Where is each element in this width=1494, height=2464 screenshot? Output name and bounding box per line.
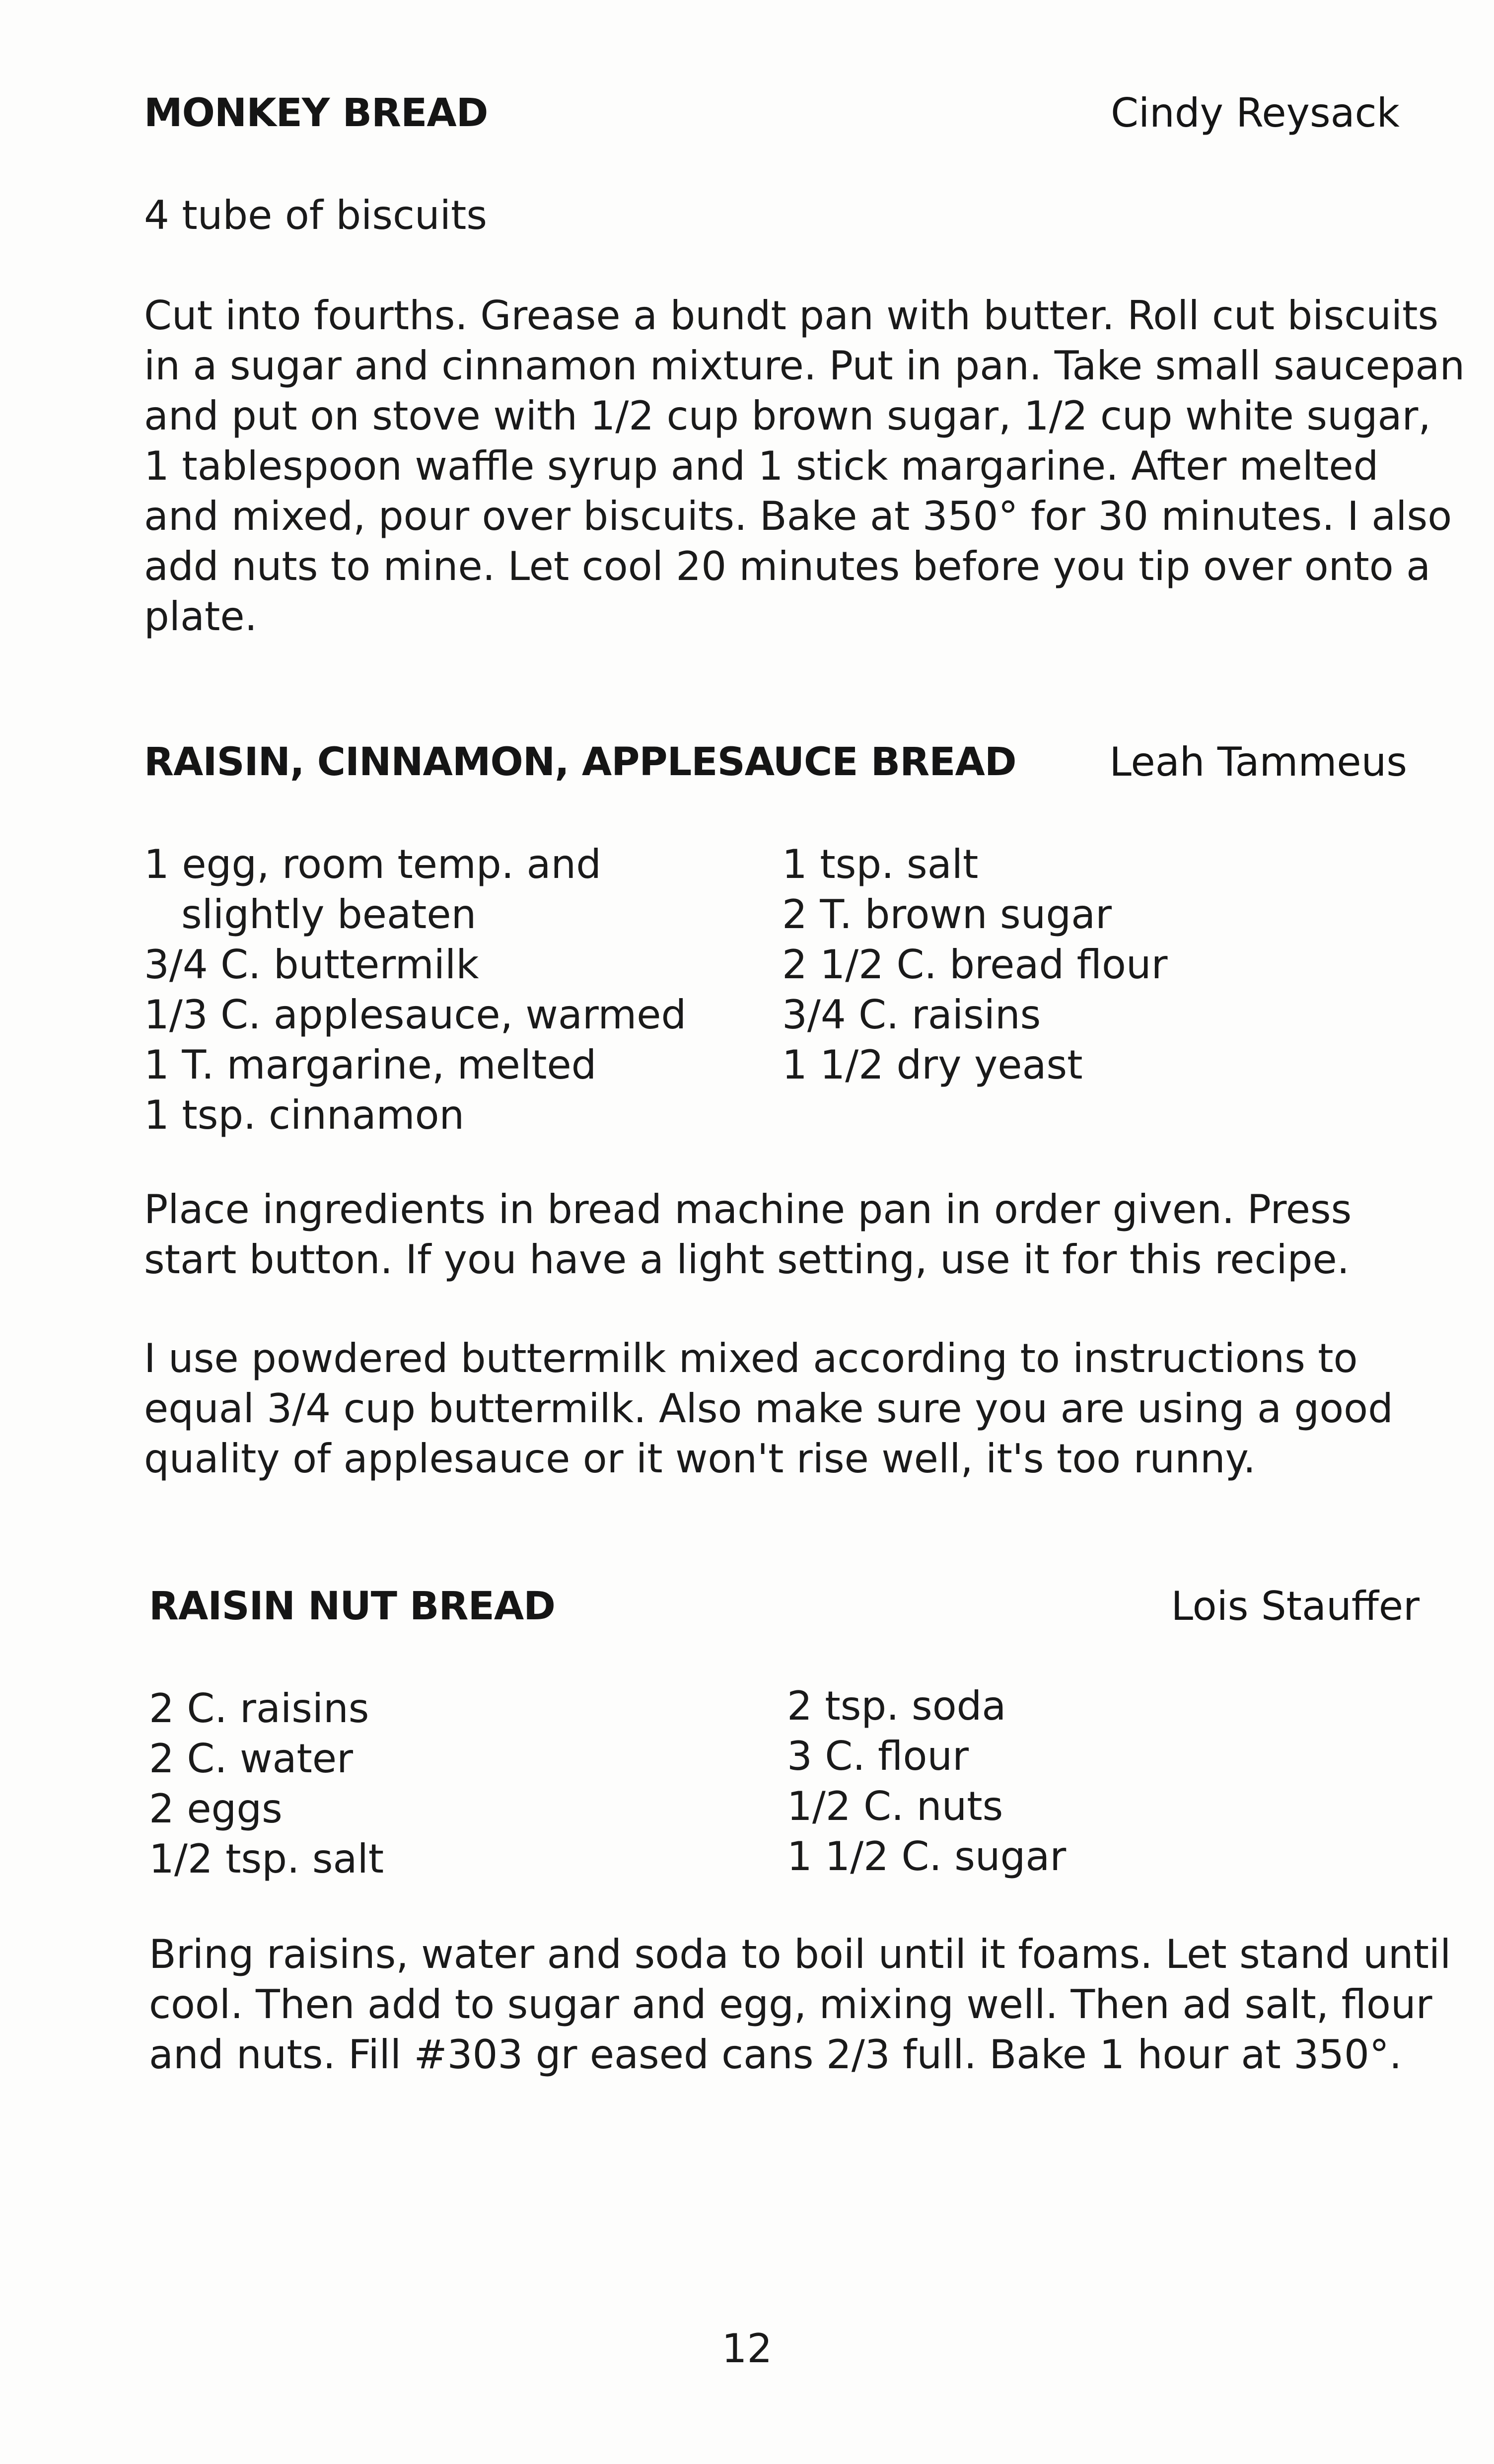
direction-line: and nuts. Fill #303 gr eased cans 2/3 full. Bake 1 hour at 350°. (149, 2031, 1402, 2078)
ingredient: 3/4 C. raisins (782, 992, 1041, 1038)
direction-line: plate. (144, 593, 258, 640)
ingredient: 2 1/2 C. bread flour (782, 942, 1168, 988)
ingredient-list (144, 190, 487, 240)
ingredient-list-right (782, 839, 1168, 1090)
directions (149, 1929, 1451, 2080)
recipe-author: Cindy Reysack (1111, 90, 1400, 136)
directions (144, 290, 1465, 642)
ingredient-list-left (149, 1683, 384, 1884)
recipe-author: Leah Tammeus (1109, 739, 1407, 785)
ingredient: 1 T. margarine, melted (144, 1042, 597, 1088)
ingredient: 2 C. raisins (149, 1685, 369, 1732)
direction-line: start button. If you have a light setting, use it for this recipe. (144, 1236, 1350, 1283)
ingredient: 2 C. water (149, 1736, 353, 1782)
direction-line: add nuts to mine. Let cool 20 minutes before you tip over onto a (144, 543, 1431, 589)
ingredient: 1 tsp. salt (782, 841, 979, 887)
recipe-title: MONKEY BREAD (144, 91, 488, 136)
recipe-author: Lois Stauffer (1171, 1583, 1420, 1629)
ingredient: 3 C. flour (787, 1733, 969, 1779)
page-number: 12 (721, 2325, 773, 2372)
recipe-title: RAISIN NUT BREAD (149, 1584, 555, 1629)
ingredient: 1 1/2 dry yeast (782, 1042, 1083, 1088)
direction-line: 1 tablespoon waffle syrup and 1 stick margarine. After melted (144, 443, 1379, 489)
ingredient: 1/2 tsp. salt (149, 1836, 384, 1882)
ingredient-list-right (787, 1681, 1066, 1882)
ingredient-list-left (144, 839, 686, 1140)
ingredient: 1 tsp. cinnamon (144, 1092, 465, 1138)
ingredient: 2 eggs (149, 1786, 283, 1832)
direction-line: equal 3/4 cup buttermilk. Also make sure you are using a good (144, 1385, 1393, 1432)
direction-line: quality of applesauce or it won't rise well, it's too runny. (144, 1436, 1256, 1482)
ingredient: 4 tube of biscuits (144, 192, 488, 238)
ingredient: 1/2 C. nuts (787, 1783, 1003, 1829)
ingredient: 1 egg, room temp. and (144, 841, 602, 887)
ingredient: 1/3 C. applesauce, warmed (144, 992, 687, 1038)
direction-line: cool. Then add to sugar and egg, mixing well. Then ad salt, flour (149, 1981, 1432, 2028)
ingredient: 1 1/2 C. sugar (787, 1833, 1067, 1880)
direction-line: I use powdered buttermilk mixed according to instructions to (144, 1335, 1358, 1381)
direction-line: Cut into fourths. Grease a bundt pan with butter. Roll cut biscuits (144, 292, 1439, 339)
direction-line: Bring raisins, water and soda to boil until it foams. Let stand until (149, 1931, 1451, 1977)
ingredient: 2 tsp. soda (787, 1683, 1006, 1729)
direction-line: and mixed, pour over biscuits. Bake at 350° for 30 minutes. I also (144, 493, 1452, 539)
directions-note (144, 1333, 1393, 1484)
ingredient: slightly beaten (181, 891, 477, 938)
ingredient: 2 T. brown sugar (782, 891, 1112, 938)
direction-line: in a sugar and cinnamon mixture. Put in pan. Take small saucepan (144, 343, 1465, 389)
direction-line: Place ingredients in bread machine pan in order given. Press (144, 1186, 1352, 1232)
directions (144, 1184, 1352, 1285)
direction-line: and put on stove with 1/2 cup brown sugar, 1/2 cup white sugar, (144, 393, 1431, 439)
recipe-title: RAISIN, CINNAMON, APPLESAUCE BREAD (144, 740, 1016, 785)
ingredient: 3/4 C. buttermilk (144, 942, 479, 988)
